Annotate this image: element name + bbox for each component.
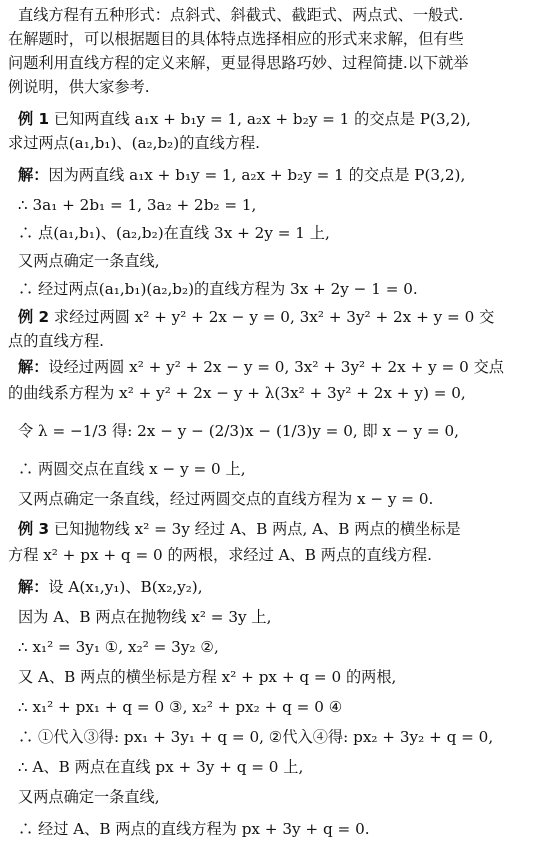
- example-2-solution-text: 设经过两圆 x² + y² + 2x − y = 0, 3x² + 3y² + 2x + y = 0 交点: [48, 358, 504, 376]
- example-2-question-line-1: [18, 306, 544, 328]
- example-1-question-line-1: [18, 108, 544, 130]
- example-3-solution-line-2: 因为 A、B 两点在抛物线 x² = 3y 上,: [18, 608, 272, 626]
- example-2-solution-line-4: ∴ 两圆交点在直线 x − y = 0 上,: [18, 460, 246, 478]
- example-2-question: 求经过两圆 x² + y² + 2x − y = 0, 3x² + 3y² + 2x + y = 0 交: [53, 308, 495, 326]
- example-2-solution-line-3: 令 λ = −1/3 得: 2x − y − (2/3)x − (1/3)y = 0, 即 x − y = 0,: [18, 422, 459, 440]
- example-3-question-line-2: 方程 x² + px + q = 0 的两根，求经过 A、B 两点的直线方程.: [8, 546, 432, 564]
- intro-line-3: 问题利用直线方程的定义来解，更显得思路巧妙、过程简捷.以下就举: [8, 54, 469, 72]
- example-2-solution-line-1: [18, 356, 544, 378]
- example-1-solution-line-4: 又两点确定一条直线,: [18, 252, 160, 270]
- example-3-question: 已知抛物线 x² = 3y 经过 A、B 两点, A、B 两点的横坐标是: [53, 520, 461, 538]
- example-1-question-line-2: 求过两点(a₁,b₁)、(a₂,b₂)的直线方程.: [8, 134, 260, 152]
- example-2-solution-line-2: 的曲线系方程为 x² + y² + 2x − y + λ(3x² + 3y² + 2x + y) = 0,: [8, 384, 466, 402]
- example-1-question: 已知两直线 a₁x + b₁y = 1, a₂x + b₂y = 1 的交点是 P(3,2),: [53, 110, 471, 128]
- example-3-solution-line-7: ∴ A、B 两点在直线 px + 3y + q = 0 上,: [18, 758, 304, 776]
- example-2-solution-label: 解：: [18, 358, 49, 376]
- example-3-solution-text: 设 A(x₁,y₁)、B(x₂,y₂),: [48, 578, 203, 596]
- example-2-label: 例 2: [18, 308, 50, 326]
- example-3-solution-line-6: ∴ ①代入③得: px₁ + 3y₁ + q = 0, ②代入④得: px₂ + 3y₂ + q = 0,: [18, 728, 494, 746]
- intro-line-2: 在解题时，可以根据题目的具体特点选择相应的形式来求解，但有些: [8, 30, 464, 48]
- example-1-solution-text: 因为两直线 a₁x + b₁y = 1, a₂x + b₂y = 1 的交点是 P(3,2),: [48, 166, 466, 184]
- example-1-solution-line-2: ∴ 3a₁ + 2b₁ = 1, 3a₂ + 2b₂ = 1,: [18, 196, 257, 214]
- example-1-solution-label: 解：: [18, 166, 49, 184]
- example-3-solution-line-3: ∴ x₁² = 3y₁ ①, x₂² = 3y₂ ②,: [18, 638, 219, 656]
- example-2-solution-line-5: 又两点确定一条直线，经过两圆交点的直线方程为 x − y = 0.: [18, 490, 434, 508]
- intro-line-4: 例说明，供大家参考.: [8, 78, 150, 96]
- example-3-solution-label: 解：: [18, 578, 49, 596]
- example-1-solution-line-1: [18, 164, 544, 186]
- example-1-solution-line-3: ∴ 点(a₁,b₁)、(a₂,b₂)在直线 3x + 2y = 1 上,: [18, 224, 330, 242]
- example-3-solution-line-4: 又 A、B 两点的横坐标是方程 x² + px + q = 0 的两根,: [18, 668, 397, 686]
- intro-line-1: 直线方程有五种形式：点斜式、斜截式、截距式、两点式、一般式.: [18, 6, 464, 24]
- example-3-label: 例 3: [18, 520, 50, 538]
- example-3-solution-line-9: ∴ 经过 A、B 两点的直线方程为 px + 3y + q = 0.: [18, 820, 370, 838]
- example-3-solution-line-5: ∴ x₁² + px₁ + q = 0 ③, x₂² + px₂ + q = 0 ④: [18, 698, 343, 716]
- example-3-solution-line-8: 又两点确定一条直线,: [18, 788, 160, 806]
- example-1-solution-line-5: ∴ 经过两点(a₁,b₁)(a₂,b₂)的直线方程为 3x + 2y − 1 = 0.: [18, 280, 418, 298]
- example-3-question-line-1: [18, 518, 544, 540]
- example-3-solution-line-1: [18, 576, 544, 598]
- example-1-label: 例 1: [18, 110, 50, 128]
- example-2-question-line-2: 点的直线方程.: [8, 332, 104, 350]
